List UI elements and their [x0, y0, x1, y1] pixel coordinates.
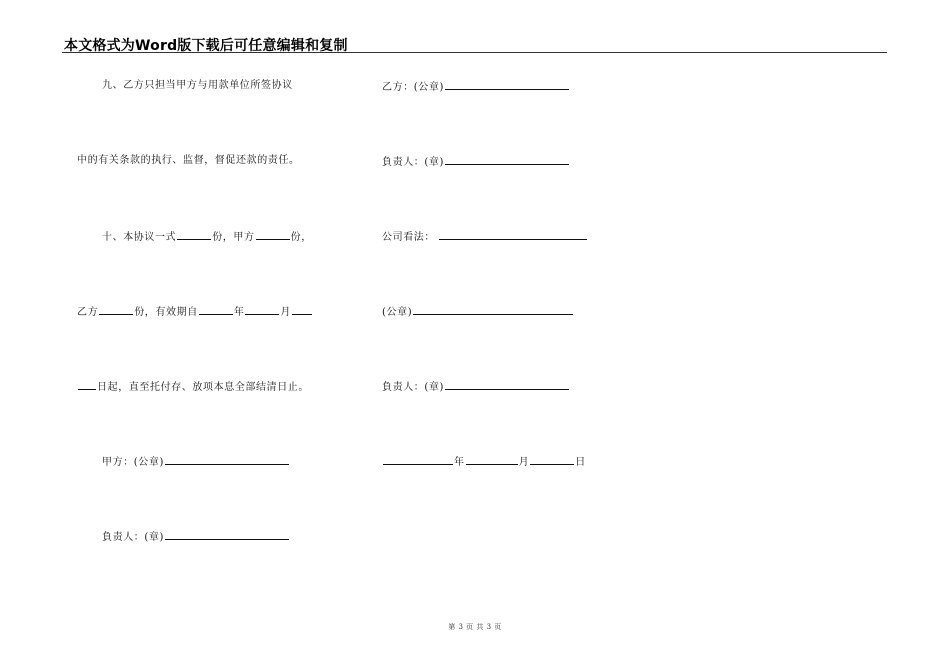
valid-year-blank[interactable] [199, 304, 233, 315]
party-b-responsible-line: 負责人：(章) [382, 154, 570, 170]
valid-day-continued-blank[interactable] [78, 379, 96, 390]
party-a-copies-blank[interactable] [256, 229, 290, 240]
date-year-blank[interactable] [383, 454, 453, 465]
date-month-blank[interactable] [466, 454, 518, 465]
page-header-title: 本文格式为Word版下载后可任意编辑和复制 [64, 38, 348, 54]
date-day-blank[interactable] [530, 454, 574, 465]
company-seal-blank[interactable] [413, 304, 573, 315]
party-b-responsible-blank[interactable] [445, 154, 569, 165]
valid-month-blank[interactable] [245, 304, 279, 315]
company-responsible-blank[interactable] [445, 379, 569, 390]
clause-nine-line-2: 中的有关条款的执行、监督，督促还款的责任。 [77, 155, 300, 166]
valid-day-blank[interactable] [292, 304, 312, 315]
party-a-seal-blank[interactable] [165, 454, 289, 465]
party-a-responsible-line: 負责人：(章) [102, 529, 290, 545]
party-b-seal-line: 乙方：(公章) [382, 79, 570, 95]
clause-ten-line-1: 十、本协议一式 份，甲方 份， [102, 229, 312, 245]
date-line: 年 月 日 [382, 454, 586, 470]
copies-total-blank[interactable] [177, 229, 211, 240]
clause-ten-line-3: 日起，直至托付存、放项本息全部结清日止。 [77, 379, 309, 395]
party-b-copies-blank[interactable] [99, 304, 133, 315]
party-a-seal-line: 甲方：(公章) [102, 454, 290, 470]
company-opinion-blank[interactable] [439, 229, 587, 240]
company-seal-line: (公章) [382, 304, 574, 320]
header-divider [62, 52, 887, 53]
company-opinion-line: 公司看法： [382, 229, 588, 245]
company-responsible-line: 負责人：(章) [382, 379, 570, 395]
party-b-seal-blank[interactable] [445, 79, 569, 90]
clause-ten-line-2: 乙方 份，有效期自 年 月 [77, 304, 313, 320]
page-number-footer: 第 3 页 共 3 页 [448, 623, 502, 631]
clause-nine-line-1: 九、乙方只担当甲方与用款单位所签协议 [102, 80, 293, 91]
party-a-responsible-blank[interactable] [165, 529, 289, 540]
